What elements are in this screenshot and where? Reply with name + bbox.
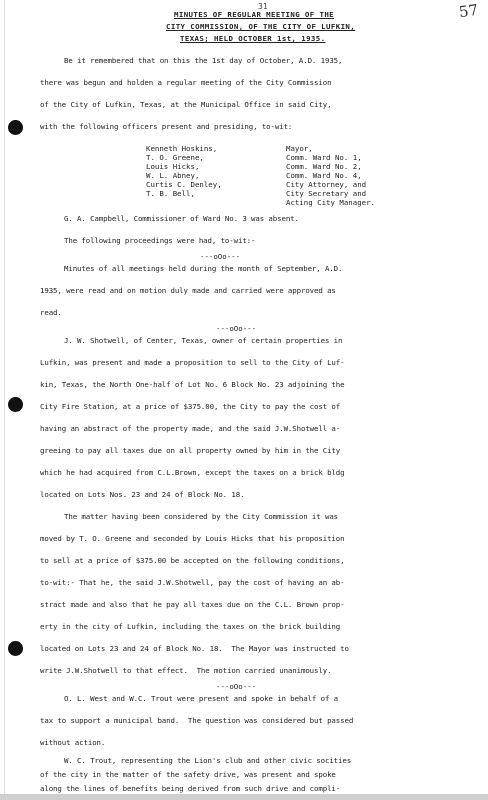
shotwell-line: which he had acquired from C.L.Brown, except the taxes on a brick bldg — [40, 468, 345, 477]
proceedings-note: The following proceedings were had, to-wit:- — [64, 236, 256, 245]
trout-line: of the city in the matter of the safety drive, was present and spoke — [40, 770, 336, 779]
matter-line: to-wit:- That he, the said J.W.Shotwell, pay the cost of having an ab- — [40, 578, 345, 587]
scan-edge — [4, 0, 5, 800]
officer-name: Curtis C. Denley, — [146, 180, 222, 189]
band-line: O. L. West and W.C. Trout were present and spoke in behalf of a — [64, 694, 339, 703]
officer-title: Comm. Ward No. 4, — [286, 171, 362, 180]
officer-title: City Secretary and — [286, 189, 367, 198]
punch-hole — [8, 120, 23, 135]
shotwell-line: having an abstract of the property made, and the said J.W.Shotwell a- — [40, 424, 341, 433]
scan-bottom-edge — [0, 794, 488, 800]
punch-hole — [8, 397, 23, 412]
intro-line: of the City of Lufkin, Texas, at the Municipal Office in said City, — [40, 100, 332, 109]
officer-name: Louis Hicks, — [146, 162, 200, 171]
officer-name: Kenneth Hoskins, — [146, 144, 218, 153]
shotwell-line: located on Lots Nos. 23 and 24 of Block No. 18. — [40, 490, 245, 499]
page-number-handwritten: 57 — [457, 0, 480, 22]
officer-name: T. B. Bell, — [146, 189, 195, 198]
intro-line: with the following officers present and presiding, to-wit: — [40, 122, 293, 131]
officer-name: W. L. Abney, — [146, 171, 200, 180]
minutes-line: 1935, were read and on motion duly made and carried were approved as — [40, 286, 336, 295]
separator: ---oOo--- — [216, 324, 257, 333]
header-line-2: CITY COMMISSION, OF THE CITY OF LUFKIN, — [166, 22, 356, 31]
separator: ---oOo--- — [200, 252, 241, 261]
minutes-line: read. — [40, 308, 62, 317]
header-line-3: TEXAS; HELD OCTOBER 1st, 1935. — [180, 34, 326, 43]
officer-title: Comm. Ward No. 2, — [286, 162, 362, 171]
matter-line: to sell at a price of $375.00 be accepted on the following conditions, — [40, 556, 345, 565]
intro-line: Be it remembered that on this the 1st day of October, A.D. 1935, — [64, 56, 343, 65]
matter-line: stract made and also that he pay all taxes due on the C.L. Brown prop- — [40, 600, 345, 609]
officer-name: T. O. Greene, — [146, 153, 204, 162]
matter-line: moved by T. O. Greene and seconded by Louis Hicks that his proposition — [40, 534, 345, 543]
band-line: without action. — [40, 738, 106, 747]
shotwell-line: J. W. Shotwell, of Center, Texas, owner of certain properties in — [64, 336, 343, 345]
shotwell-line: Lufkin, was present and made a proposition to sell to the City of Luf- — [40, 358, 345, 367]
trout-line: W. C. Trout, representing the Lion's club and other civic socities — [64, 756, 352, 765]
shotwell-line: kin, Texas, the North One-half of Lot No. 6 Block No. 23 adjoining the — [40, 380, 345, 389]
minutes-line: Minutes of all meetings held during the month of September, A.D. — [64, 264, 343, 273]
header-line-1: MINUTES OF REGULAR MEETING OF THE — [174, 10, 335, 19]
punch-hole — [8, 641, 23, 656]
absent-note: G. A. Campbell, Commissioner of Ward No. 3 was absent. — [64, 214, 299, 223]
separator: ---oOo--- — [216, 682, 257, 691]
officer-title: Comm. Ward No. 1, — [286, 153, 362, 162]
matter-line: write J.W.Shotwell to that effect. The motion carried unanimously. — [40, 666, 332, 675]
matter-line: located on Lots 23 and 24 of Block No. 18. The Mayor was instructed to — [40, 644, 349, 653]
matter-line: erty in the city of Lufkin, including the taxes on the brick building — [40, 622, 341, 631]
officer-title: Acting City Manager. — [286, 198, 375, 207]
shotwell-line: City Fire Station, at a price of $375.00, the City to pay the cost of — [40, 402, 341, 411]
officer-title: Mayor, — [286, 144, 313, 153]
trout-line: along the lines of benefits being derived from such drive and compli- — [40, 784, 341, 793]
officer-title: City Attorney, and — [286, 180, 367, 189]
band-line: tax to support a municipal band. The question was considered but passed — [40, 716, 354, 725]
stamp-mark: 31 — [258, 2, 268, 11]
intro-line: there was begun and holden a regular meeting of the City Commission — [40, 78, 332, 87]
shotwell-line: greeing to pay all taxes due on all property owned by him in the City — [40, 446, 341, 455]
matter-line: The matter having been considered by the City Commission it was — [64, 512, 339, 521]
